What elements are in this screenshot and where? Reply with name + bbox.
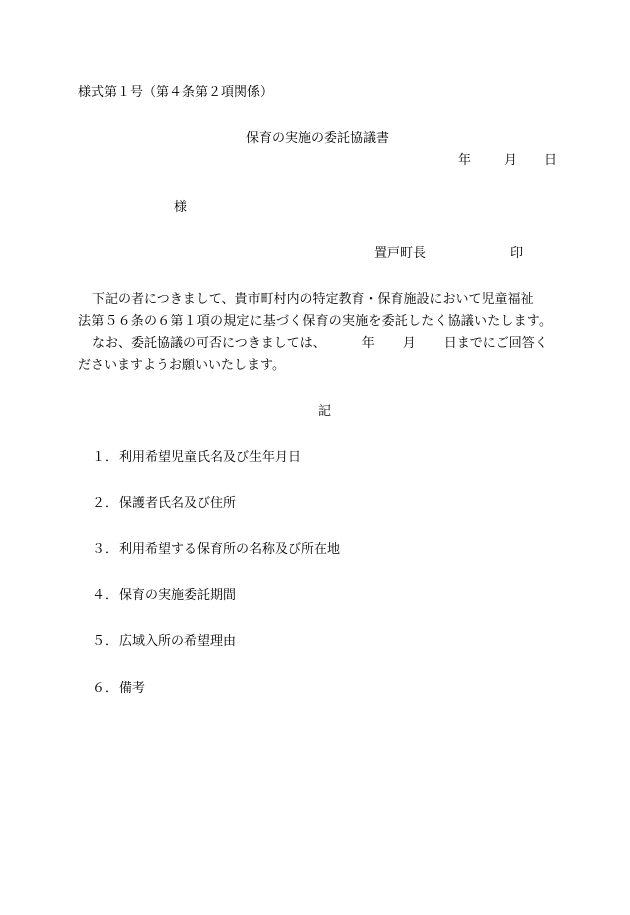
addressee-suffix: 様 (174, 200, 188, 215)
list-item (92, 588, 236, 604)
document-title: 保育の実施の委託協議書 (246, 131, 390, 146)
form-id: 様式第１号（第４条第２項関係） (78, 85, 274, 100)
date-month-label: 月 (504, 153, 518, 168)
reply-day-text: 日までにご回答く (443, 336, 548, 351)
reply-month-label: 月 (402, 336, 416, 351)
list-item (92, 634, 236, 650)
item-number: ２． (92, 496, 119, 511)
ki-heading: 記 (318, 404, 332, 419)
item-number: ３． (92, 542, 119, 557)
seal-mark: 印 (510, 246, 524, 261)
item-label: 保育の実施委託期間 (119, 588, 237, 603)
body-paragraph-2-line-1 (92, 336, 548, 352)
reply-year-label: 年 (361, 336, 375, 351)
date-line (458, 153, 557, 169)
list-item (92, 450, 301, 466)
body-paragraph-1-line-2: 法第５６条の６第１項の規定に基づく保育の実施を委託したく協議いたします。 (78, 314, 553, 329)
item-number: １． (92, 450, 119, 465)
date-day-label: 日 (544, 153, 558, 168)
list-item (92, 542, 340, 558)
date-year-label: 年 (458, 153, 472, 168)
item-number: ５． (92, 634, 119, 649)
item-label: 利用希望児童氏名及び生年月日 (119, 450, 302, 465)
list-item (92, 681, 145, 697)
sender-name: 置戸町長 (374, 246, 427, 261)
item-number: ４． (92, 588, 119, 603)
reply-request-text: なお、委託協議の可否につきましては、 (92, 336, 326, 351)
item-label: 備考 (119, 681, 146, 696)
body-paragraph-2-line-2: ださいますようお願いいたします。 (78, 358, 285, 373)
list-item (92, 496, 236, 512)
body-paragraph-1-line-1: 下記の者につきまして、貴市町村内の特定教育・保育施設において児童福祉 (92, 292, 534, 307)
item-label: 広域入所の希望理由 (119, 634, 237, 649)
item-number: ６． (92, 681, 119, 696)
sender-line (374, 246, 523, 262)
item-label: 利用希望する保育所の名称及び所在地 (119, 542, 341, 557)
item-label: 保護者氏名及び住所 (119, 496, 237, 511)
